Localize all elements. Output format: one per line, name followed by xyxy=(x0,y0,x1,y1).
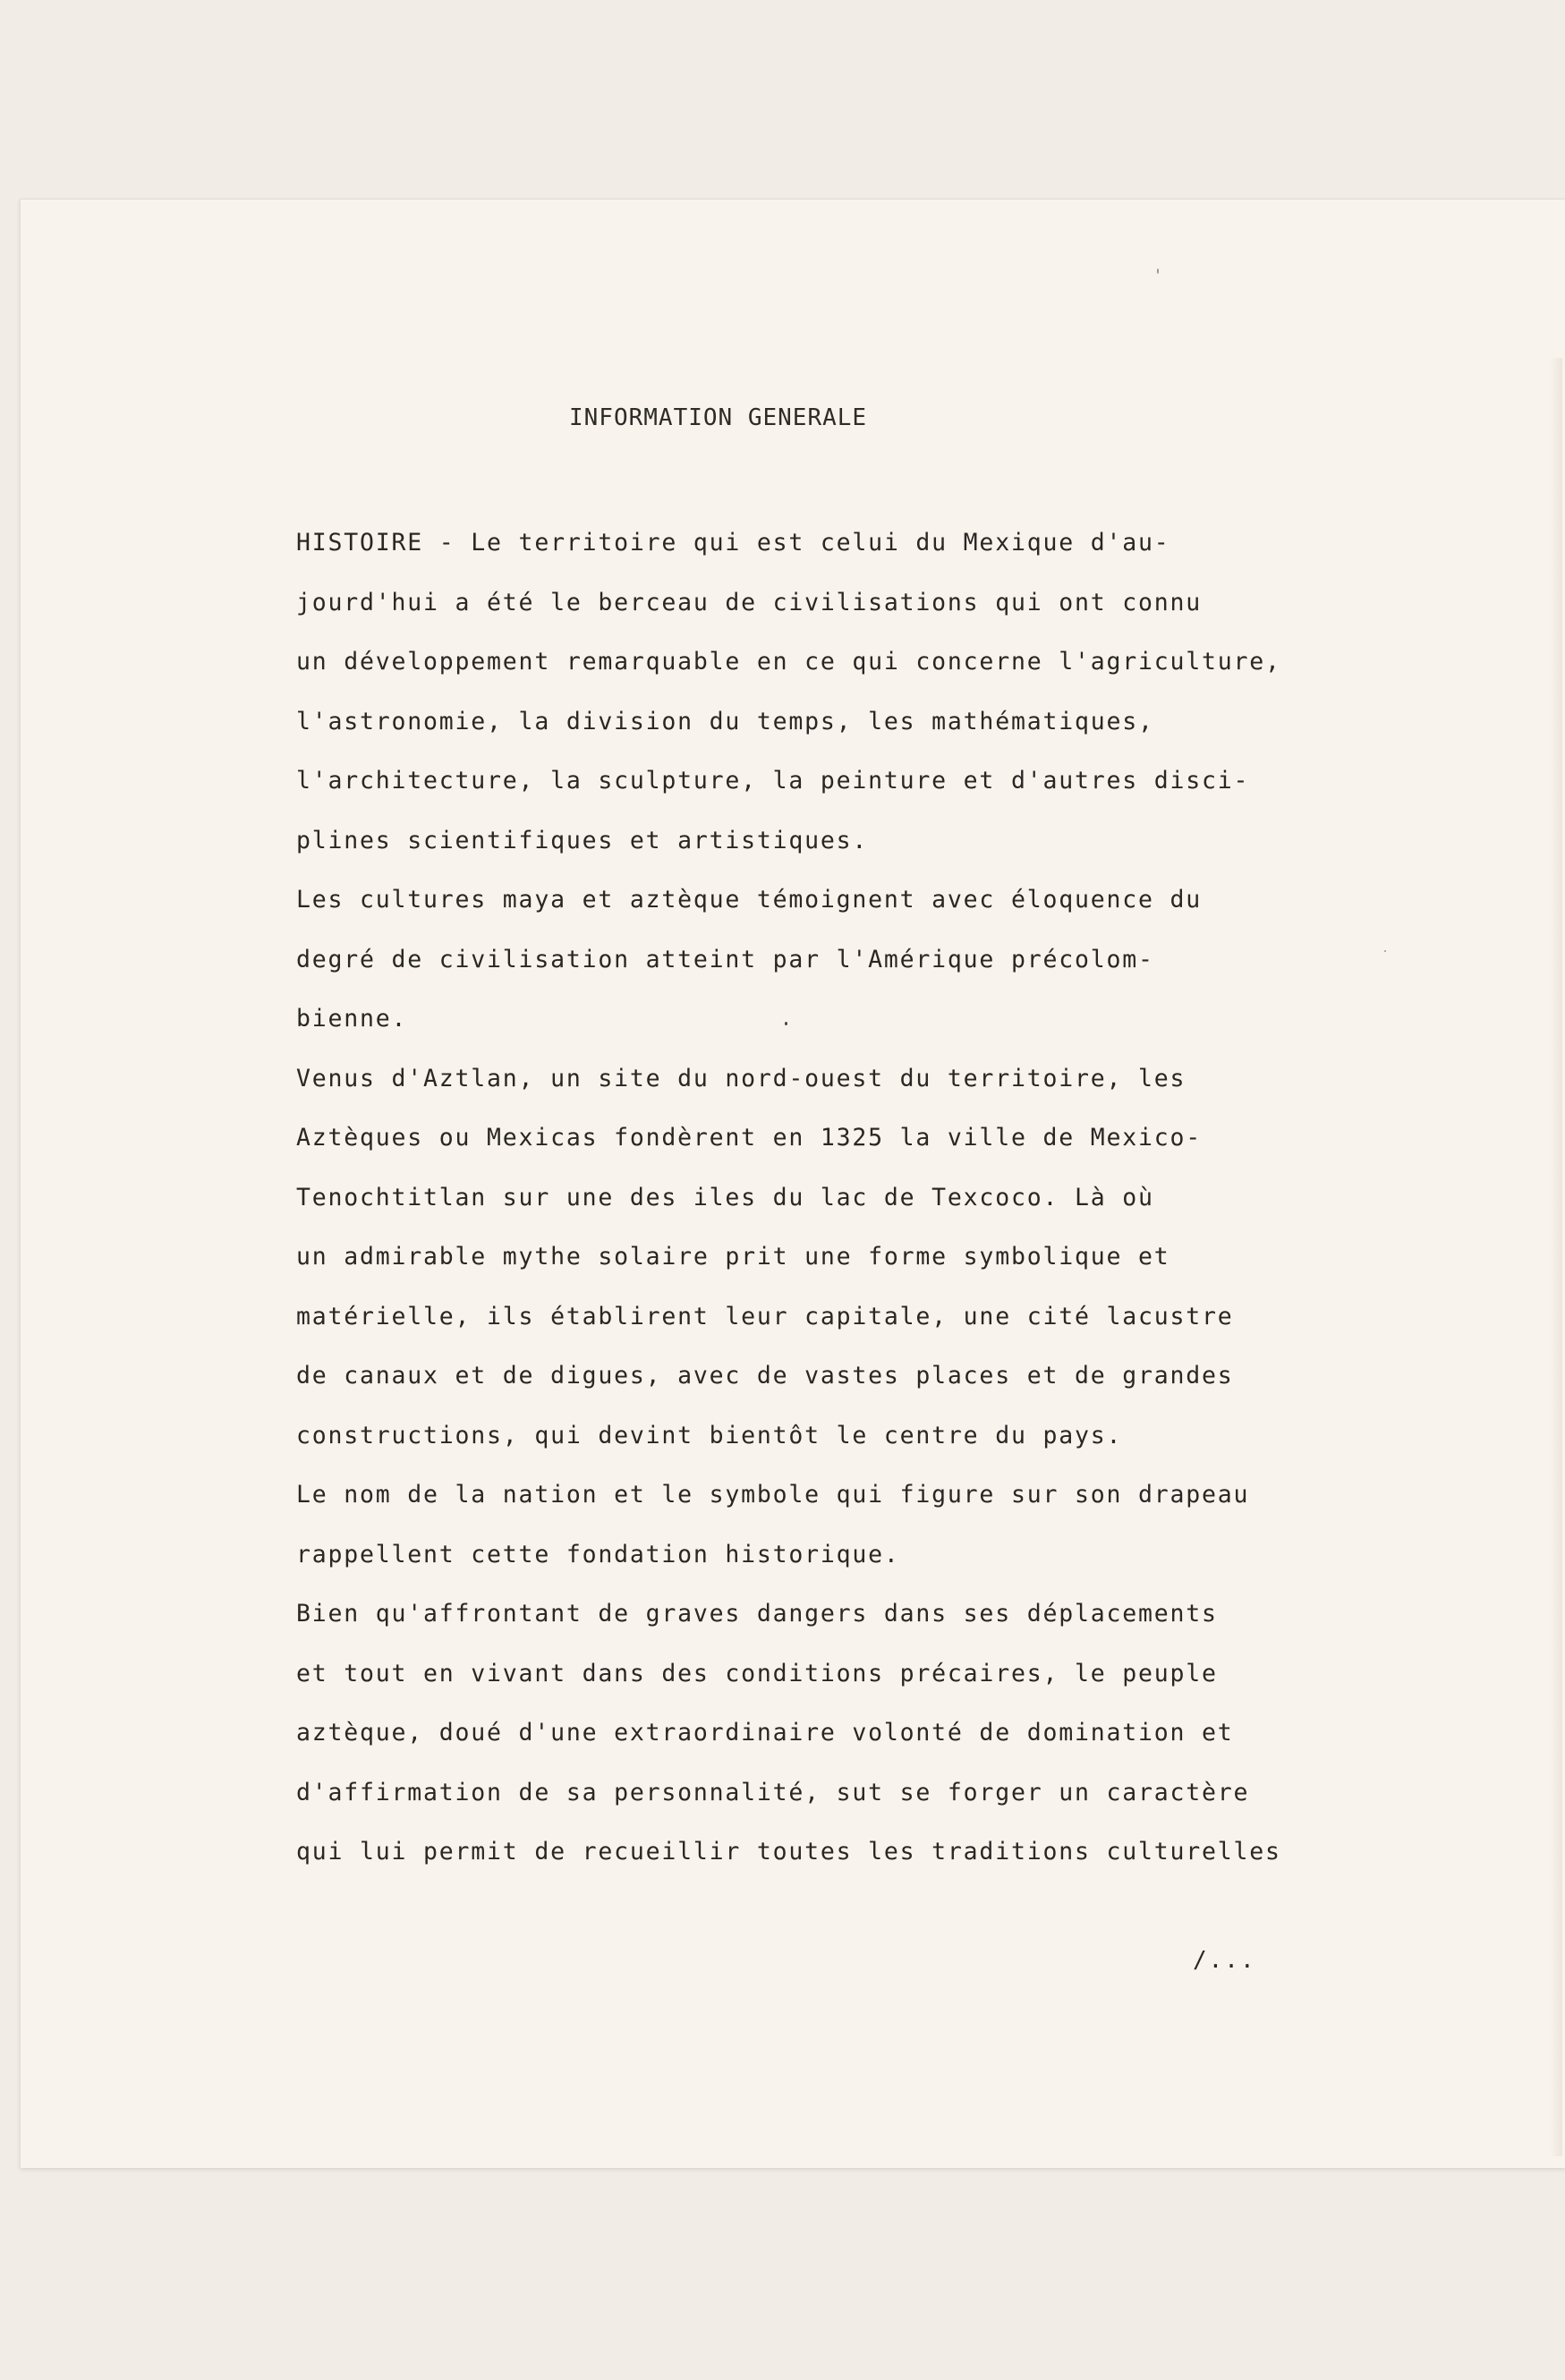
continuation-mark: /... xyxy=(1193,1947,1256,1974)
text-line: Tenochtitlan sur une des iles du lac de Texcoco. Là où xyxy=(296,1183,1154,1211)
text-line: l'astronomie, la division du temps, les mathématiques, xyxy=(296,707,1154,735)
text-line: et tout en vivant dans des conditions précaires, le peuple xyxy=(296,1659,1218,1687)
ink-speck xyxy=(1384,950,1386,952)
text-line: HISTOIRE - Le territoire qui est celui du Mexique d'au- xyxy=(296,529,1170,557)
text-line: rappellent cette fondation historique. xyxy=(296,1540,900,1568)
text-line: qui lui permit de recueillir toutes les traditions culturelles xyxy=(296,1838,1281,1866)
ink-speck xyxy=(785,1022,787,1025)
text-line: degré de civilisation atteint par l'Amérique précolom- xyxy=(296,945,1154,973)
ink-speck xyxy=(1157,268,1159,274)
text-line: un développement remarquable en ce qui concerne l'agriculture, xyxy=(296,648,1281,676)
text-line: plines scientifiques et artistiques. xyxy=(296,826,869,854)
text-line: matérielle, ils établirent leur capitale, une cité lacustre xyxy=(296,1302,1234,1330)
text-line: aztèque, doué d'une extraordinaire volonté de domination et xyxy=(296,1719,1234,1747)
text-line: jourd'hui a été le berceau de civilisations qui ont connu xyxy=(296,588,1202,616)
text-line: de canaux et de digues, avec de vastes places et de grandes xyxy=(296,1362,1234,1390)
text-line: constructions, qui devint bientôt le centre du pays. xyxy=(296,1421,1123,1449)
text-line: Le nom de la nation et le symbole qui figure sur son drapeau xyxy=(296,1481,1250,1509)
text-line: Les cultures maya et aztèque témoignent avec éloquence du xyxy=(296,886,1202,914)
text-line: l'architecture, la sculpture, la peinture et d'autres disci- xyxy=(296,767,1250,795)
text-line: Venus d'Aztlan, un site du nord-ouest du territoire, les xyxy=(296,1064,1187,1092)
document-title: INFORMATION GENERALE xyxy=(569,404,868,431)
paper-edge xyxy=(1550,358,1562,2156)
text-line: d'affirmation de sa personnalité, sut se forger un caractère xyxy=(296,1778,1250,1806)
text-line: Bien qu'affrontant de graves dangers dans ses déplacements xyxy=(296,1600,1218,1628)
text-line: Aztèques ou Mexicas fondèrent en 1325 la ville de Mexico- xyxy=(296,1124,1202,1152)
text-line: un admirable mythe solaire prit une forme symbolique et xyxy=(296,1243,1170,1271)
document-body xyxy=(296,514,1468,1883)
text-line: bienne. xyxy=(296,1005,408,1033)
